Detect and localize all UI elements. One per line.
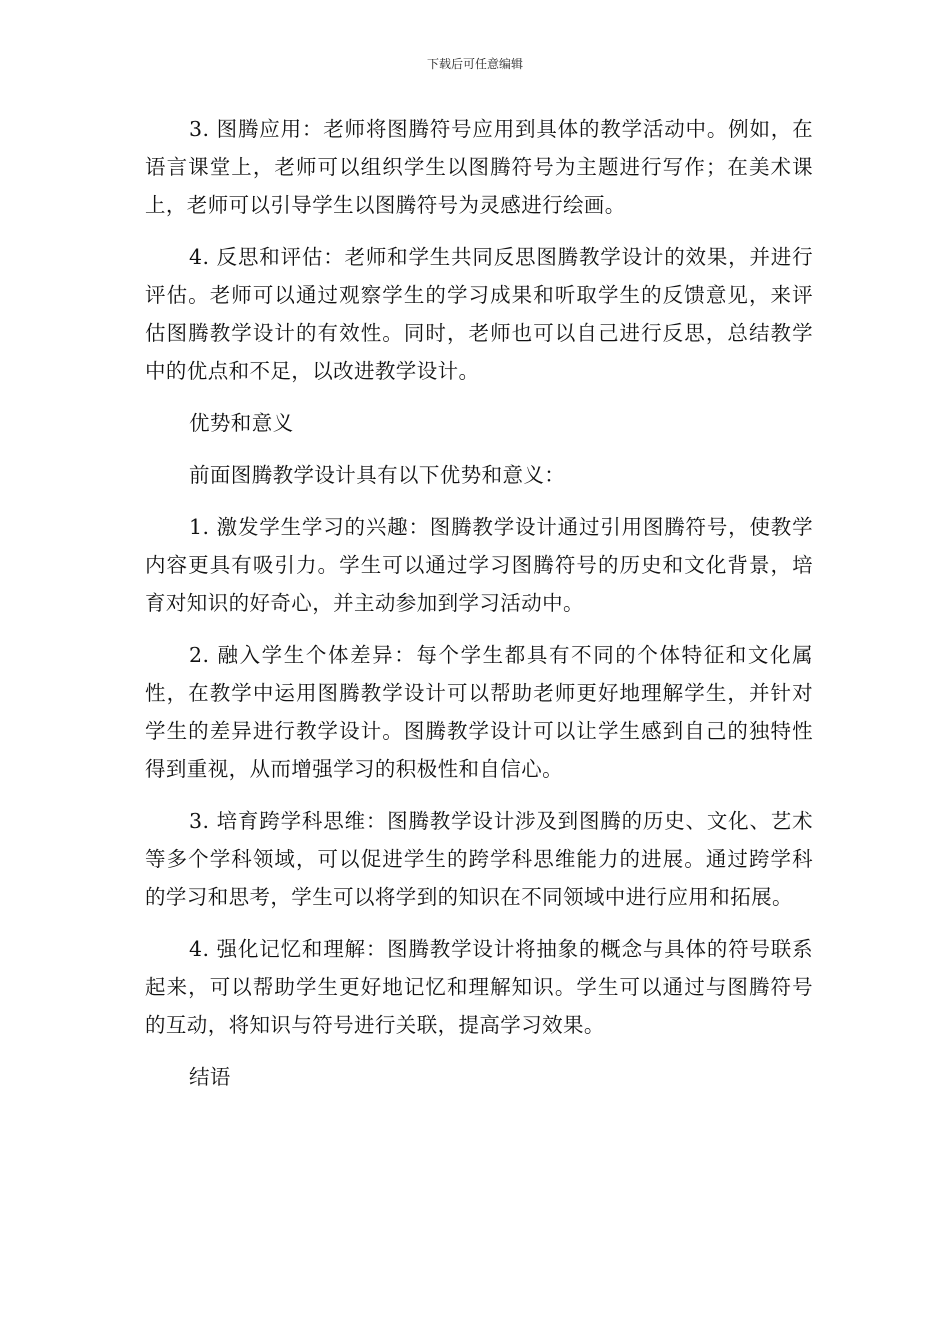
page-header-note: 下载后可任意编辑 xyxy=(426,57,523,71)
paragraph-advantage-differences: 2. 融入学生个体差异：每个学生都具有不同的个体特征和文化属性，在教学中运用图腾教学设计可以帮助老师更好地理解学生，并针对学生的差异进行教学设计。图腾教学设计可以让学生感到自己的独特性得到重视，从而增强学习的积极性和自信心。 xyxy=(145,643,813,781)
section-heading-conclusion: 结语 xyxy=(189,1065,231,1089)
paragraph-reflection-evaluation: 4. 反思和评估：老师和学生共同反思图腾教学设计的效果，并进行评估。老师可以通过观察学生的学习成果和听取学生的反馈意见，来评估图腾教学设计的有效性。同时，老师也可以自己进行反思，总结教学中的优点和不足，以改进教学设计。 xyxy=(145,245,813,383)
paragraph-advantages-intro: 前面图腾教学设计具有以下优势和意义： xyxy=(189,463,566,487)
document-body xyxy=(145,110,813,1110)
section-heading-advantages: 优势和意义 xyxy=(189,411,294,435)
paragraph-advantage-interdisciplinary: 3. 培育跨学科思维：图腾教学设计涉及到图腾的历史、文化、艺术等多个学科领域，可以促进学生的跨学科思维能力的进展。通过跨学科的学习和思考，学生可以将学到的知识在不同领域中进行应用和拓展。 xyxy=(145,809,813,909)
paragraph-advantage-interest: 1. 激发学生学习的兴趣：图腾教学设计通过引用图腾符号，使教学内容更具有吸引力。学生可以通过学习图腾符号的历史和文化背景，培育对知识的好奇心，并主动参加到学习活动中。 xyxy=(145,515,813,615)
paragraph-advantage-memory: 4. 强化记忆和理解：图腾教学设计将抽象的概念与具体的符号联系起来，可以帮助学生更好地记忆和理解知识。学生可以通过与图腾符号的互动，将知识与符号进行关联，提高学习效果。 xyxy=(145,937,813,1037)
paragraph-tuteng-application: 3. 图腾应用：老师将图腾符号应用到具体的教学活动中。例如，在语言课堂上，老师可以组织学生以图腾符号为主题进行写作；在美术课上，老师可以引导学生以图腾符号为灵感进行绘画。 xyxy=(145,117,813,217)
